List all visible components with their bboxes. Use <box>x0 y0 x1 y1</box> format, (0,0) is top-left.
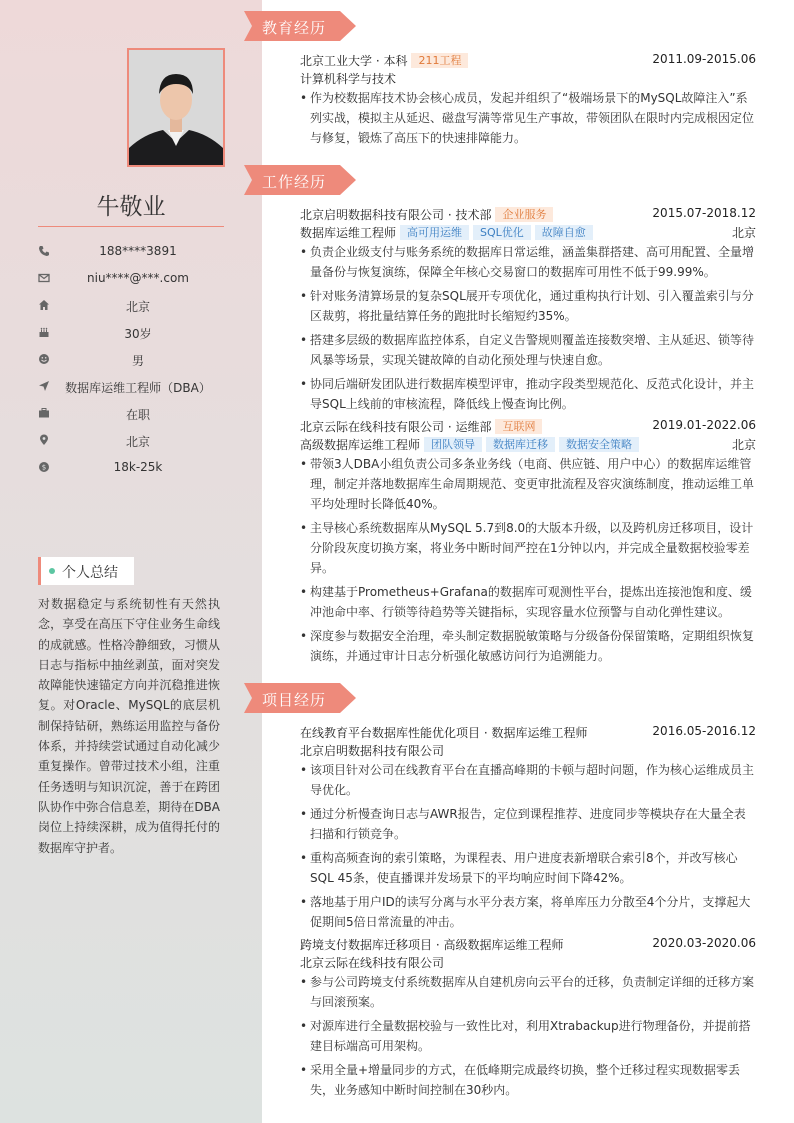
work-2-bullet: • 构建基于Prometheus+Grafana的数据库可观测性平台，提炼出连接池饱和度、缓冲池命中率、行锁等待趋势等关键指标，实现容量水位预警与自动化弹性建议。 <box>300 585 752 619</box>
work-2-skill: 数据安全策略 <box>559 437 639 452</box>
info-status: 在职 <box>38 405 224 425</box>
project-1-bullet: • 通过分析慢查询日志与AWR报告，定位到课程推荐、进度同步等模块存在大量全表扫描和行锁竞争。 <box>300 807 746 841</box>
work-2-bullet: • 主导核心系统数据库从MySQL 5.7到8.0的大版本升级，以及跨机房迁移项目，设计分阶段灰度切换方案，将业务中断时间严控在1分钟以内，并完成全量数据校验零差异。 <box>300 521 754 575</box>
send-icon <box>38 380 50 392</box>
summary-dot-icon <box>49 568 55 574</box>
home-icon <box>38 299 50 311</box>
info-phone: 188****3891 <box>38 243 224 263</box>
money-icon <box>38 461 50 473</box>
project-2-bullet: • 对源库进行全量数据校验与一致性比对，利用Xtrabackup进行物理备份，并提前搭建目标端高可用架构。 <box>300 1019 751 1053</box>
cake-icon <box>38 326 50 338</box>
work-2-role: 高级数据库运维工程师 <box>300 438 421 452</box>
mail-icon <box>38 272 50 284</box>
work-2-company: 北京云际在线科技有限公司 · 运维部 <box>300 420 492 434</box>
info-position: 数据库运维工程师（DBA） <box>38 378 224 398</box>
project-1-company: 北京启明数据科技有限公司 <box>300 744 445 758</box>
project-2-bullet: • 参与公司跨境支付系统数据库从自建机房向云平台的迁移，负责制定详细的迁移方案与回滚预案。 <box>300 975 755 1009</box>
project-1-header <box>300 724 756 742</box>
project-2-name: 跨境支付数据库迁移项目 · 高级数据库运维工程师 <box>300 938 564 952</box>
location-pin-icon <box>38 434 50 446</box>
work-1-skill: 高可用运维 <box>400 225 469 240</box>
work-1-bullet: • 协同后端研发团队进行数据库模型评审，推动字段类型规范化、反范式化设计，并主导SQL上线前的审核流程，降低线上慢查询比例。 <box>300 377 755 411</box>
briefcase-icon <box>38 407 50 419</box>
candidate-name: 牛敬业 <box>96 194 166 220</box>
project-2-bullet: • 采用全量+增量同步的方式，在低峰期完成最终切换，整个迁移过程实现数据零丢失，业务感知中断时间控制在30秒内。 <box>300 1063 741 1097</box>
work-1-header <box>300 206 756 224</box>
work-2-city: 北京 <box>731 438 756 452</box>
info-city: 北京 <box>38 297 224 317</box>
info-age: 30岁 <box>38 324 224 344</box>
work-1-company: 北京启明数据科技有限公司 · 技术部 <box>300 208 492 222</box>
info-salary: $ 18k-25k <box>38 459 224 479</box>
education-school: 北京工业大学 · 本科 <box>300 54 408 68</box>
name-divider <box>38 226 224 227</box>
section-header-work: 工作经历 <box>244 165 356 195</box>
work-2-bullet: • 深度参与数据安全治理，牵头制定数据脱敏策略与分级备份保留策略，定期组织恢复演练，并通过审计日志分析强化敏感访问行为追溯能力。 <box>300 629 755 663</box>
education-header <box>300 52 756 70</box>
project-2-header <box>300 936 756 954</box>
info-email: niu****@***.com <box>38 270 224 290</box>
section-header-projects: 项目经历 <box>244 683 356 713</box>
work-2-tag: 互联网 <box>495 419 542 434</box>
work-2-header <box>300 418 756 436</box>
info-gender: 男 <box>38 351 224 371</box>
summary-text: 对数据稳定与系统韧性有天然执念，享受在高压下守住业务生命线的成就感。性格冷静细致，习惯从日志与指标中抽丝剥茧，面对突发故障能快速锚定方向并沉稳推进恢复。对Oracle、MySQL的底层机制保持钻研，熟练运用监控与备份体系，并持续尝试通过自动化减少重复操作。曾带过技术小组，注重任务透明与知识沉淀，善于在跨团队协作中弥合信息差，期待在DBA岗位上持续深耕，成为值得托付的数据库守护者。 <box>38 597 220 855</box>
work-1-city: 北京 <box>731 226 756 240</box>
project-1-date: 2016.05-2016.12 <box>652 724 756 738</box>
education-major: 计算机科学与技术 <box>300 72 397 86</box>
project-1-bullet: • 该项目针对公司在线教育平台在直播高峰期的卡顿与超时问题，作为核心运维成员主导优化。 <box>300 763 755 797</box>
work-1-bullet: • 搭建多层级的数据库监控体系，自定义告警规则覆盖连接数突增、主从延迟、锁等待风暴等场景，实现关键故障的自动化预处理与快速自愈。 <box>300 333 755 367</box>
work-1-date: 2015.07-2018.12 <box>652 206 756 220</box>
education-tag: 211工程 <box>411 53 468 68</box>
work-2-date: 2019.01-2022.06 <box>652 418 756 432</box>
phone-icon <box>38 245 50 257</box>
education-bullet: • 作为校数据库技术协会核心成员，发起并组织了“极端场景下的MySQL故障注入”系列实战，模拟主从延迟、磁盘写满等常见生产事故，带领团队在限时内完成根因定位与修复，锻炼了高压下的快速排障能力。 <box>300 91 755 145</box>
project-1-bullet: • 重构高频查询的索引策略，为课程表、用户进度表新增联合索引8个，并改写核心SQL 45条，使直播课并发场景下的平均响应时间下降42%。 <box>300 851 738 885</box>
work-2-skill: 数据库迁移 <box>486 437 555 452</box>
section-header-education: 教育经历 <box>244 11 356 41</box>
profile-photo <box>127 48 225 167</box>
work-1-role: 数据库运维工程师 <box>300 226 397 240</box>
smile-icon <box>38 353 50 365</box>
svg-text:$: $ <box>41 463 47 472</box>
project-1-name: 在线教育平台数据库性能优化项目 · 数据库运维工程师 <box>300 726 588 740</box>
work-1-bullet: • 针对账务清算场景的复杂SQL展开专项优化，通过重构执行计划、引入覆盖索引与分区裁剪，将批量结算任务的跑批时长缩短约35%。 <box>300 289 754 323</box>
project-2-company: 北京云际在线科技有限公司 <box>300 956 445 970</box>
project-1-bullet: • 落地基于用户ID的读写分离与水平分表方案，将单库压力分散至4个分片，支撑起大促期间5倍日常流量的冲击。 <box>300 895 751 929</box>
work-1-skill: 故障自愈 <box>535 225 593 240</box>
work-1-skill: SQL优化 <box>473 225 531 240</box>
work-2-role-row <box>300 436 756 454</box>
summary-heading: 个人总结 <box>38 557 134 585</box>
project-2-date: 2020.03-2020.06 <box>652 936 756 950</box>
info-target-city: 北京 <box>38 432 224 452</box>
work-1-tag: 企业服务 <box>495 207 553 222</box>
summary-heading-bar <box>38 557 41 585</box>
education-date: 2011.09-2015.06 <box>652 52 756 66</box>
work-2-skill: 团队领导 <box>424 437 482 452</box>
work-1-role-row <box>300 224 756 242</box>
work-2-bullet: • 带领3人DBA小组负责公司多条业务线（电商、供应链、用户中心）的数据库运维管理，制定并落地数据库生命周期规范、变更审批流程及容灾演练制度，推动运维工单平均处理时长降低40%。 <box>300 457 755 511</box>
work-1-bullet: • 负责企业级支付与账务系统的数据库日常运维，涵盖集群搭建、高可用配置、全量增量备份与恢复演练，保障全年核心交易窗口的数据库可用性不低于99.99%。 <box>300 245 755 279</box>
